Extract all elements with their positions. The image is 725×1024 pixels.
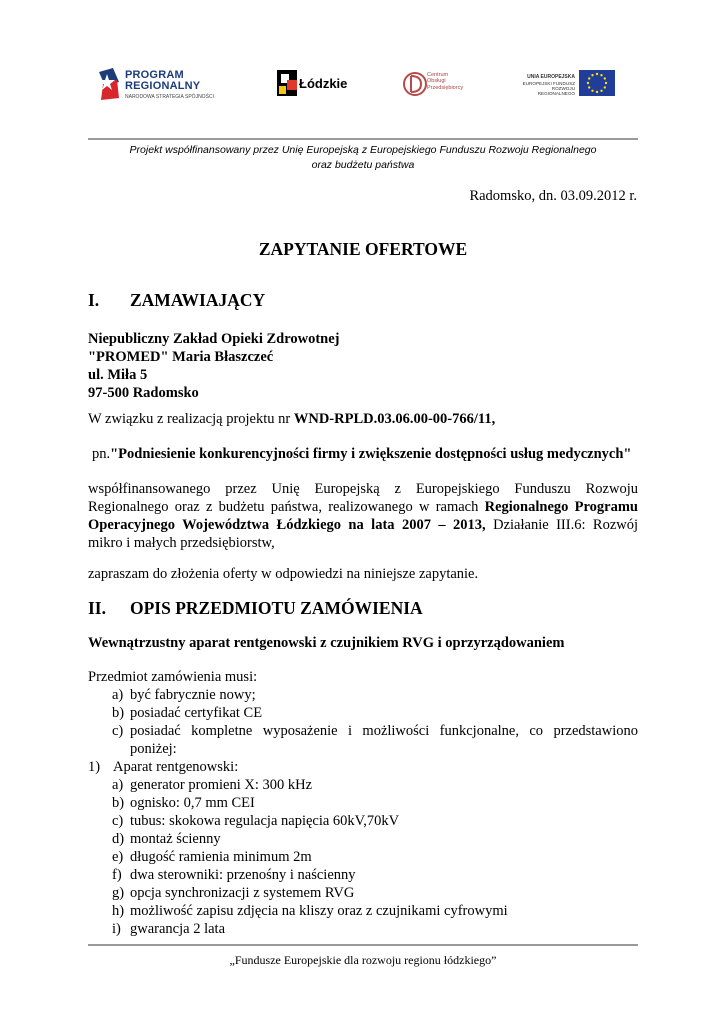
invitation: zapraszam do złożenia oferty w odpowiedzi na niniejsze zapytanie. bbox=[88, 566, 479, 582]
cofinance-line-3: Operacyjnego Województwa Łódzkiego na lata 2007 – 2013, Działanie III.6: Rozwój bbox=[88, 517, 639, 533]
list-text: posiadać certyfikat CE bbox=[130, 705, 263, 721]
project-prefix: W związku z realizacją projektu nr bbox=[88, 411, 294, 427]
lodzkie-logo bbox=[277, 58, 357, 110]
eu-text-1: UNIA EUROPEJSKA bbox=[527, 74, 575, 80]
lodzkie-logo-text: Łódzkie bbox=[299, 76, 348, 91]
list-marker: b) bbox=[112, 705, 125, 721]
address-line-2: "PROMED" Maria Błaszczeć bbox=[88, 349, 274, 365]
header-note-line-1: Projekt współfinansowany przez Unię Europejską z Europejskiego Funduszu Rozwoju Regionalnego bbox=[129, 144, 597, 156]
logo-bar bbox=[95, 58, 625, 110]
eu-text-2: EUROPEJSKI FUNDUSZ bbox=[522, 80, 575, 86]
section-2-heading bbox=[88, 598, 423, 619]
header-rule bbox=[88, 138, 638, 140]
cofinance-line-1: współfinansowanego przez Unię Europejską z Europejskiego Funduszu Rozwoju bbox=[88, 481, 638, 497]
device-title: Aparat rentgenowski: bbox=[113, 759, 239, 775]
header-note bbox=[88, 143, 638, 173]
project-reference bbox=[88, 410, 495, 428]
project-name-prefix: pn. bbox=[92, 446, 111, 462]
list-text-continued: poniżej: bbox=[130, 741, 177, 757]
cofinance-paragraph bbox=[88, 480, 638, 552]
subject-title: Wewnątrzustny aparat rentgenowski z czujnikiem RVG i oprzyrządowaniem bbox=[88, 635, 565, 651]
cofinance-line-4: mikro i małych przedsiębiorstw, bbox=[88, 535, 275, 551]
contracting-address bbox=[88, 330, 340, 402]
lodzkie-mark-icon bbox=[277, 70, 297, 96]
program-logo-subtext: NARODOWA STRATEGIA SPÓJNOŚCI bbox=[125, 94, 214, 100]
list-text: być fabrycznie nowy; bbox=[130, 687, 256, 703]
project-name-text: "Podniesienie konkurencyjności firmy i zwiększenie dostępności usług medycznych" bbox=[110, 446, 632, 462]
program-regionalny-logo bbox=[95, 58, 235, 110]
centrum-text-3: Przedsiębiorcy bbox=[427, 84, 464, 91]
centrum-obslugi-logo bbox=[403, 58, 483, 110]
project-name bbox=[92, 445, 631, 463]
project-number: WND-RPLD.03.06.00-00-766/11, bbox=[293, 411, 496, 427]
footer-slogan: „Fundusze Europejskie dla rozwoju regionu łódzkiego” bbox=[229, 953, 497, 967]
section-1-number: I. bbox=[88, 290, 100, 310]
list-marker: a) bbox=[112, 687, 124, 703]
list-text: posiadać kompletne wyposażenie i możliwości funkcjonalne, co przedstawiono bbox=[130, 723, 638, 739]
address-line-4: 97-500 Radomsko bbox=[88, 385, 199, 401]
program-logo-text-2: REGIONALNY bbox=[125, 80, 201, 92]
must-item-c bbox=[112, 722, 638, 758]
centrum-mark-icon bbox=[403, 70, 427, 98]
eu-logo bbox=[519, 58, 625, 110]
centrum-text-2: Obsługi bbox=[427, 78, 446, 85]
eu-flag-icon bbox=[579, 70, 615, 96]
program-star-icon bbox=[95, 64, 123, 104]
eu-text-3: ROZWOJU REGIONALNEGO bbox=[537, 86, 575, 97]
header-note-line-2: oraz budżetu państwa bbox=[311, 159, 415, 171]
page-title: ZAPYTANIE OFERTOWE bbox=[258, 239, 468, 259]
section-1-title: ZAMAWIAJĄCY bbox=[130, 290, 266, 310]
address-line-3: ul. Miła 5 bbox=[88, 367, 148, 383]
centrum-text-1: Centrum bbox=[427, 72, 449, 78]
address-line-1: Niepubliczny Zakład Opieki Zdrowotnej bbox=[88, 331, 340, 347]
list-marker: c) bbox=[112, 723, 124, 739]
section-2-number: II. bbox=[88, 598, 106, 618]
section-2-title: OPIS PRZEDMIOTU ZAMÓWIENIA bbox=[130, 598, 423, 618]
cofinance-line-2: Regionalnego oraz z budżetu państwa, realizowanego w ramach Regionalnego Programu bbox=[88, 499, 638, 515]
must-intro: Przedmiot zamówienia musi: bbox=[88, 669, 258, 685]
program-logo-text-1: PROGRAM bbox=[125, 69, 184, 81]
list-marker: 1) bbox=[88, 759, 101, 775]
footer-rule bbox=[88, 944, 638, 946]
place-date: Radomsko, dn. 03.09.2012 r. bbox=[469, 188, 637, 204]
section-1-heading bbox=[88, 290, 265, 311]
